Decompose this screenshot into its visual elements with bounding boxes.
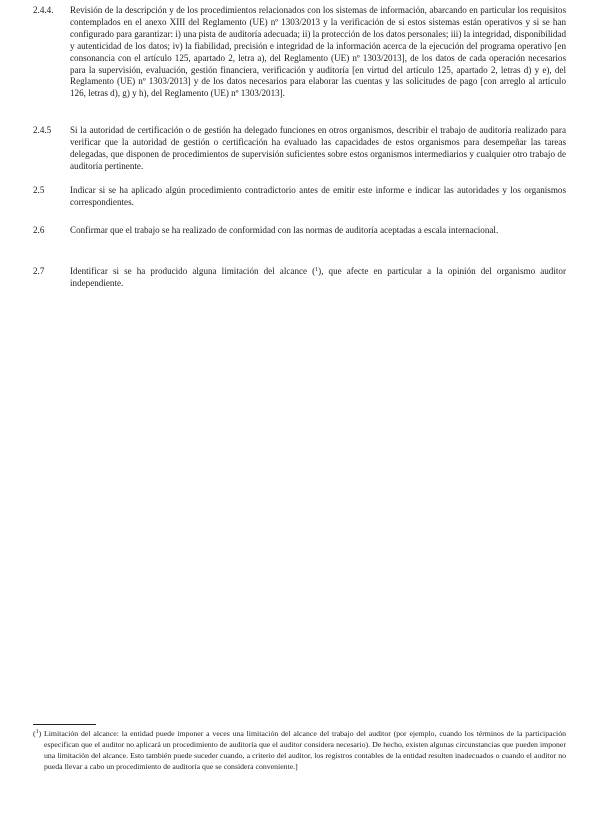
footnote-text: Limitación del alcance: la entidad puede imponer a veces una limitación del alcance del trabajo del auditor (por ejemplo, cuando los términos de la participación especifican que el auditor no aplicará un procedimiento de auditoría que el auditor considera necesario). De hecho, existen algunas circunstancias que pueden imponer una limitación del alcance. Esto también puede suceder cuando, a criterio del auditor, los registros contables de la entidad resulten inadecuados o cuando el auditor no pueda llevar a cabo un procedimiento de auditoría que se considera conveniente.] (44, 729, 566, 772)
section-number: 2.4.5 (33, 125, 52, 135)
section-text-before: Identificar si se ha producido alguna limitación del alcance ( (70, 266, 316, 276)
section-text: Indicar si se ha aplicado algún procedimiento contradictorio antes de emitir este informe e indicar las autoridades y los organismos correspondientes. (70, 185, 566, 207)
section-number: 2.7 (33, 266, 45, 276)
section-2-6 (33, 225, 566, 237)
section-text: Confirmar que el trabajo se ha realizado de conformidad con las normas de auditoría aceptadas a escala internacional. (70, 225, 499, 235)
footnote (33, 728, 566, 772)
section-number: 2.6 (33, 225, 45, 235)
section-2-4-4 (33, 5, 566, 100)
section-text (70, 266, 566, 290)
footnote-marker: ($^1$) (33, 729, 42, 738)
section-text: Revisión de la descripción y de los procedimientos relacionados con los sistemas de información, abarcando en particular los requisitos contemplados en el anexo XIII del Reglamento (UE) nº 1303/2013 y la verificación de si estos sistemas están operativos y si se han configurado para garantizar: i) una pista de auditoría adecuada; ii) la protección de los datos personales; iii) la integridad, disponibilidad y autenticidad de los datos; iv) la fiabilidad, precisión e integridad de la información acerca de la ejecución del programa operativo [en consonancia con el artículo 125, apartado 2, letra a), del Reglamento (UE) nº 1303/2013], de los datos de cada operación necesarios para la supervisión, evaluación, gestión financiera, verificación y auditoría [en virtud del artículo 125, apartado 2, letras d) y e), del Reglamento (UE) nº 1303/2013] y de los datos necesarios para elaborar las cuentas y las solicitudes de pago [con arreglo al artículo 126, letras d), g) y h), del Reglamento (UE) nº 1303/2013]. (70, 5, 566, 99)
section-text-after: ), que afecte en particular a la opinión del organismo auditor independiente. (70, 266, 566, 288)
section-2-7 (33, 266, 566, 290)
footnote-separator (33, 724, 96, 725)
footnote-number: 1 (35, 729, 39, 735)
section-2-5 (33, 185, 566, 209)
footnote-reference[interactable]: 1 (315, 267, 319, 273)
section-number: 2.4.4. (33, 5, 54, 15)
section-2-4-5 (33, 125, 566, 173)
section-text: Si la autoridad de certificación o de gestión ha delegado funciones en otros organismos, describir el trabajo de auditoría realizado para verificar que la autoridad de gestión o certificación ha evaluado las capacidades de estos organismos para desempeñar las tareas delegadas, que disponen de procedimientos de supervisión suficientes sobre estos organismos intermediarios y cualquier otro trabajo de auditoría pertinente. (70, 125, 566, 171)
section-number: 2.5 (33, 185, 45, 195)
